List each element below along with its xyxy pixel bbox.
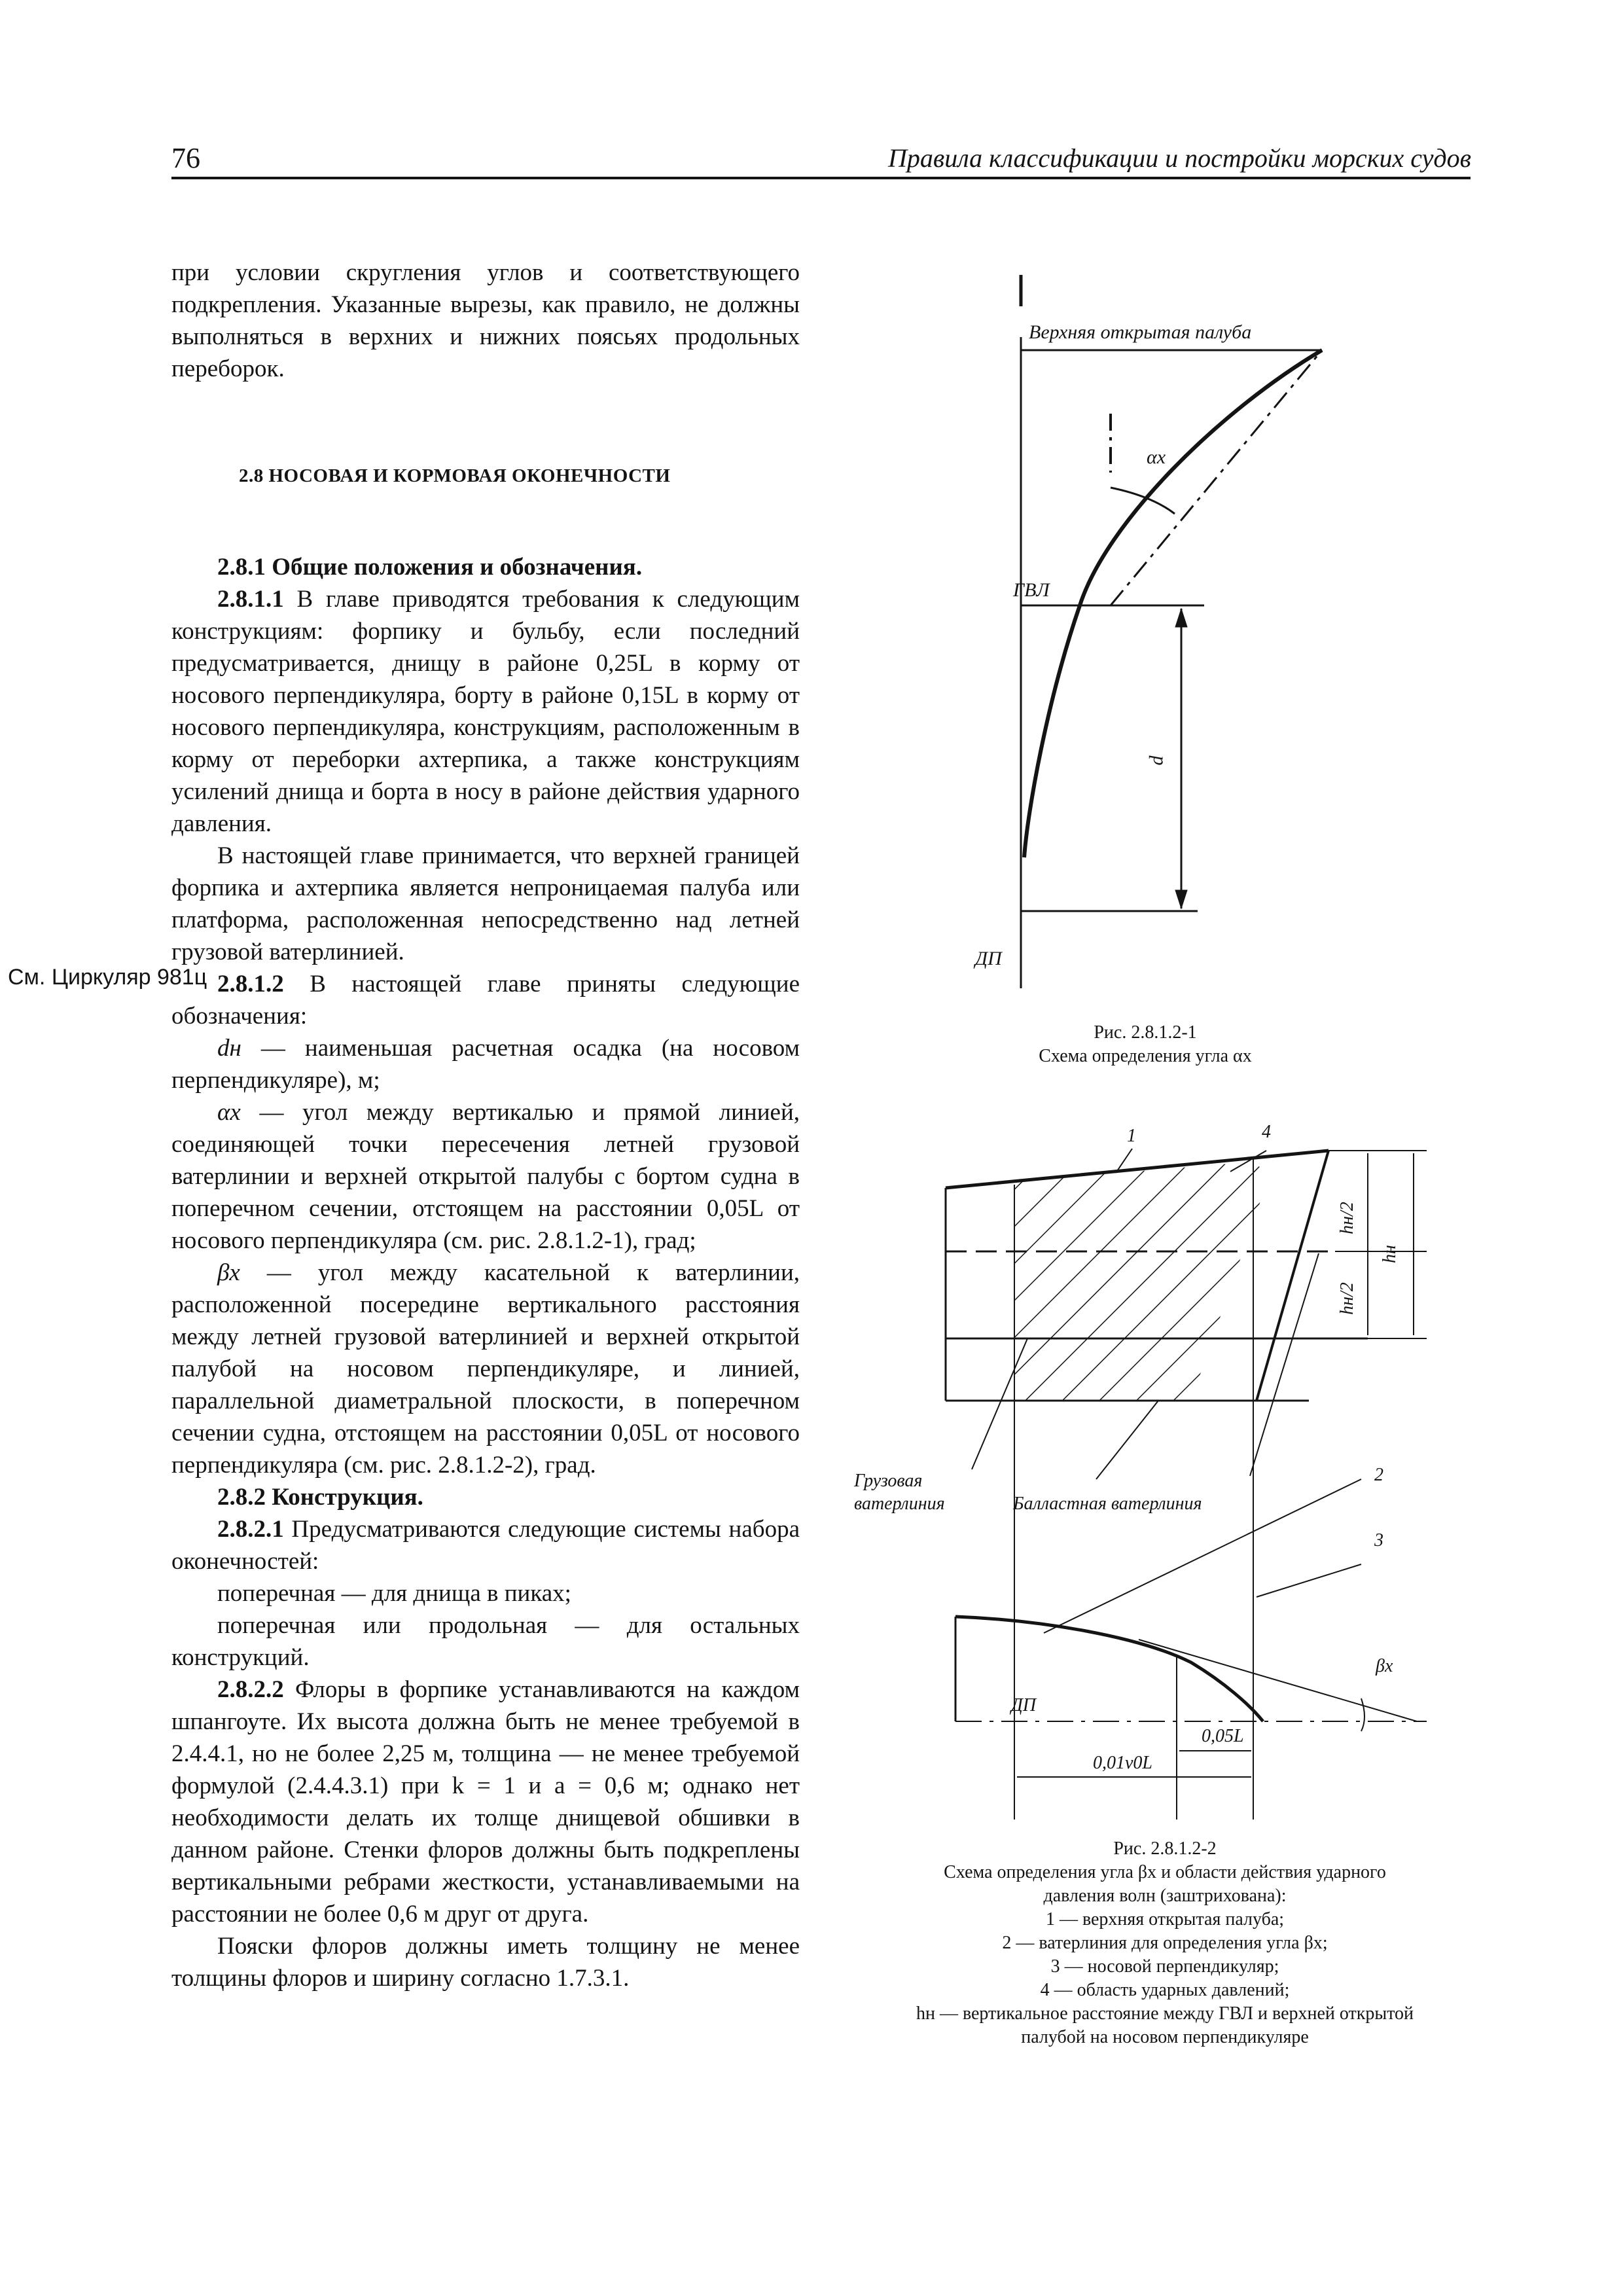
- label-001v0L: 0,01v0L: [1093, 1753, 1152, 1773]
- arrow-down: [1175, 890, 1187, 908]
- stem-line: [1257, 1151, 1329, 1401]
- caption-line: Схема определения угла βx и области действия ударного: [944, 1862, 1386, 1882]
- caption-line: давления волн (заштрихована):: [1043, 1886, 1287, 1906]
- callout-2: 2: [1374, 1465, 1383, 1485]
- label-cargo-wl-1: Грузовая: [854, 1471, 923, 1491]
- caption-line: 4 — область ударных давлений;: [1040, 1980, 1290, 2000]
- symbol: dн: [217, 1035, 241, 1062]
- label-hn-half-top: hн/2: [1336, 1202, 1357, 1234]
- para-num: 2.8.2.2: [217, 1676, 284, 1703]
- para-upper-bound: В настоящей главе принимается, что верхней границей форпика и ахтерпика является непроницаемая палуба или платформа, расположенная непосредственно над летней грузовой ватерлинией.: [171, 842, 800, 965]
- label-ballast-wl: Балластная ватерлиния: [1013, 1494, 1202, 1514]
- label-dp: ДП: [975, 948, 1002, 969]
- para-2-8-1-1: [171, 583, 800, 840]
- leader-2: [1250, 1253, 1319, 1476]
- figure-1-caption: [942, 1021, 1348, 1068]
- waterline-contour: [955, 1617, 1263, 1721]
- intro-text: при условии скругления углов и соответствующего подкрепления. Указанные вырезы, как правило, не должны выполняться в верхних и нижних поясьях продольных переборок.: [171, 259, 800, 382]
- para-num: 2.8.2.1: [217, 1516, 284, 1543]
- label-deck: Верхняя открытая палуба: [1029, 321, 1252, 343]
- impact-area-hatching: [1014, 1162, 1270, 1401]
- list-item: поперечная или продольная — для остальных конструкций.: [171, 1612, 800, 1671]
- callout-1: 1: [1127, 1126, 1136, 1146]
- label-alpha: αx: [1147, 446, 1166, 468]
- label-hn-half-bottom: hн/2: [1336, 1282, 1357, 1315]
- page-number: 76: [171, 142, 200, 174]
- label-gvl: ГВЛ: [1013, 579, 1050, 601]
- para-2-8-2-2: [171, 1674, 800, 1930]
- symbol: αx: [217, 1099, 241, 1126]
- caption-line: hн — вертикальное расстояние между ГВЛ и верхней открытой: [916, 2003, 1414, 2024]
- caption-line: палубой на носовом перпендикуляре: [1021, 2027, 1309, 2047]
- callout-3: 3: [1374, 1530, 1383, 1551]
- callout-4: 4: [1262, 1122, 1271, 1142]
- def-ax: [171, 1096, 800, 1257]
- arrow-up: [1175, 609, 1187, 627]
- para-text: Флоры в форпике устанавливаются на каждом шпангоуте. Их высота должна быть не менее требуемой в 2.4.4.1, но не более 2,25 м, толщина — не менее требуемой формулой (2.4.4.3.1) при k = 1 и a = 0,6 м; однако нет необходимости делать их толще днищевой обшивки в данном районе. Стенки флоров должны быть подкреплены вертикальными ребрами жесткости, устанавливаемыми на расстоянии не более 0,6 м друг от друга.: [171, 1676, 800, 1928]
- def-text: — угол между вертикалью и прямой линией, соединяющей точки пересечения летней грузовой ватерлинии и верхней открытой палубы с бортом судна в поперечном сечении, отстоящем на расстоянии 0,05L от носового перпендикуляра (см. рис. 2.8.1.2-1), град;: [171, 1099, 800, 1254]
- margin-note: См. Циркуляр 981ц: [8, 965, 207, 990]
- chord-dashdot: [1111, 350, 1322, 605]
- heading-2-8-1: 2.8.1 Общие положения и обозначения.: [217, 554, 643, 581]
- list-item: поперечная — для днища в пиках;: [217, 1580, 571, 1607]
- leader-cargo-wl: [972, 1338, 1027, 1469]
- running-title: Правила классификации и постройки морских судов: [887, 143, 1471, 173]
- label-dp-2: ДП: [1011, 1695, 1037, 1715]
- leader-ballast-wl: [1096, 1401, 1158, 1479]
- caption-line: 2 — ватерлиния для определения угла βx;: [1002, 1933, 1328, 1953]
- label-d: d: [1145, 755, 1168, 766]
- para-2-8-1-2: [171, 968, 800, 1032]
- symbol: βx: [217, 1259, 240, 1286]
- tangent-line: [1139, 1640, 1417, 1721]
- figure-2-caption: [838, 1837, 1492, 2049]
- para-num: 2.8.1.1: [217, 586, 284, 613]
- para-text: Предусматриваются следующие системы набора оконечностей:: [171, 1516, 800, 1575]
- para-num: 2.8.1.2: [217, 971, 284, 997]
- def-dn: [171, 1032, 800, 1096]
- label-hn: hн: [1379, 1245, 1400, 1263]
- def-bx: [171, 1257, 800, 1481]
- para-text: В настоящей главе приняты следующие обозначения:: [171, 971, 800, 1030]
- para-floor-bands: Пояски флоров должны иметь толщину не менее толщины флоров и ширину согласно 1.7.3.1.: [171, 1933, 800, 1992]
- label-beta: βx: [1376, 1656, 1393, 1676]
- caption-number: Рис. 2.8.1.2-2: [1113, 1839, 1217, 1859]
- heading-2-8-2: 2.8.2 Конструкция.: [217, 1484, 423, 1511]
- para-2-8-2-1: [171, 1513, 800, 1577]
- stem-contour: [1024, 350, 1322, 857]
- leader-3: [1257, 1564, 1361, 1597]
- figure-1-diagram: [942, 275, 1335, 995]
- beta-arc: [1361, 1698, 1364, 1731]
- section-title: 2.8 НОСОВАЯ И КОРМОВАЯ ОКОНЕЧНОСТИ: [239, 465, 671, 486]
- header-rule: [171, 177, 1471, 179]
- def-text: — наименьшая расчетная осадка (на носовом перпендикуляре), м;: [171, 1035, 800, 1094]
- main-text-block: [171, 551, 800, 1994]
- caption-line: 3 — носовой перпендикуляр;: [1050, 1956, 1279, 1977]
- caption-line: 1 — верхняя открытая палуба;: [1045, 1909, 1285, 1929]
- def-text: — угол между касательной к ватерлинии, расположенной посередине вертикального расстояния между летней грузовой ватерлинией и верхней открытой палубой на носовом перпендикуляре, и линией, параллельной диаметральной плоскости, в поперечном сечении судна, отстоящем на расстоянии 0,05L от носового перпендикуляра (см. рис. 2.8.1.2-2), град.: [171, 1259, 800, 1479]
- caption-text: Схема определения угла αx: [1039, 1046, 1252, 1066]
- intro-paragraph: [171, 257, 800, 385]
- label-cargo-wl-2: ватерлиния: [854, 1494, 945, 1514]
- label-005L: 0,05L: [1202, 1726, 1244, 1746]
- caption-number: Рис. 2.8.1.2-1: [1094, 1022, 1197, 1043]
- para-text: В главе приводятся требования к следующим конструкциям: форпику и бульбу, если последний предусматривается, днищу в районе 0,25L в корму от носового перпендикуляра, борту в районе 0,15L в корму от носового перпендикуляра, конструкциям, расположенным в корму от переборки ахтерпика, а также конструкциям усилений днища и борта в носу в районе действия ударного давления.: [171, 586, 800, 837]
